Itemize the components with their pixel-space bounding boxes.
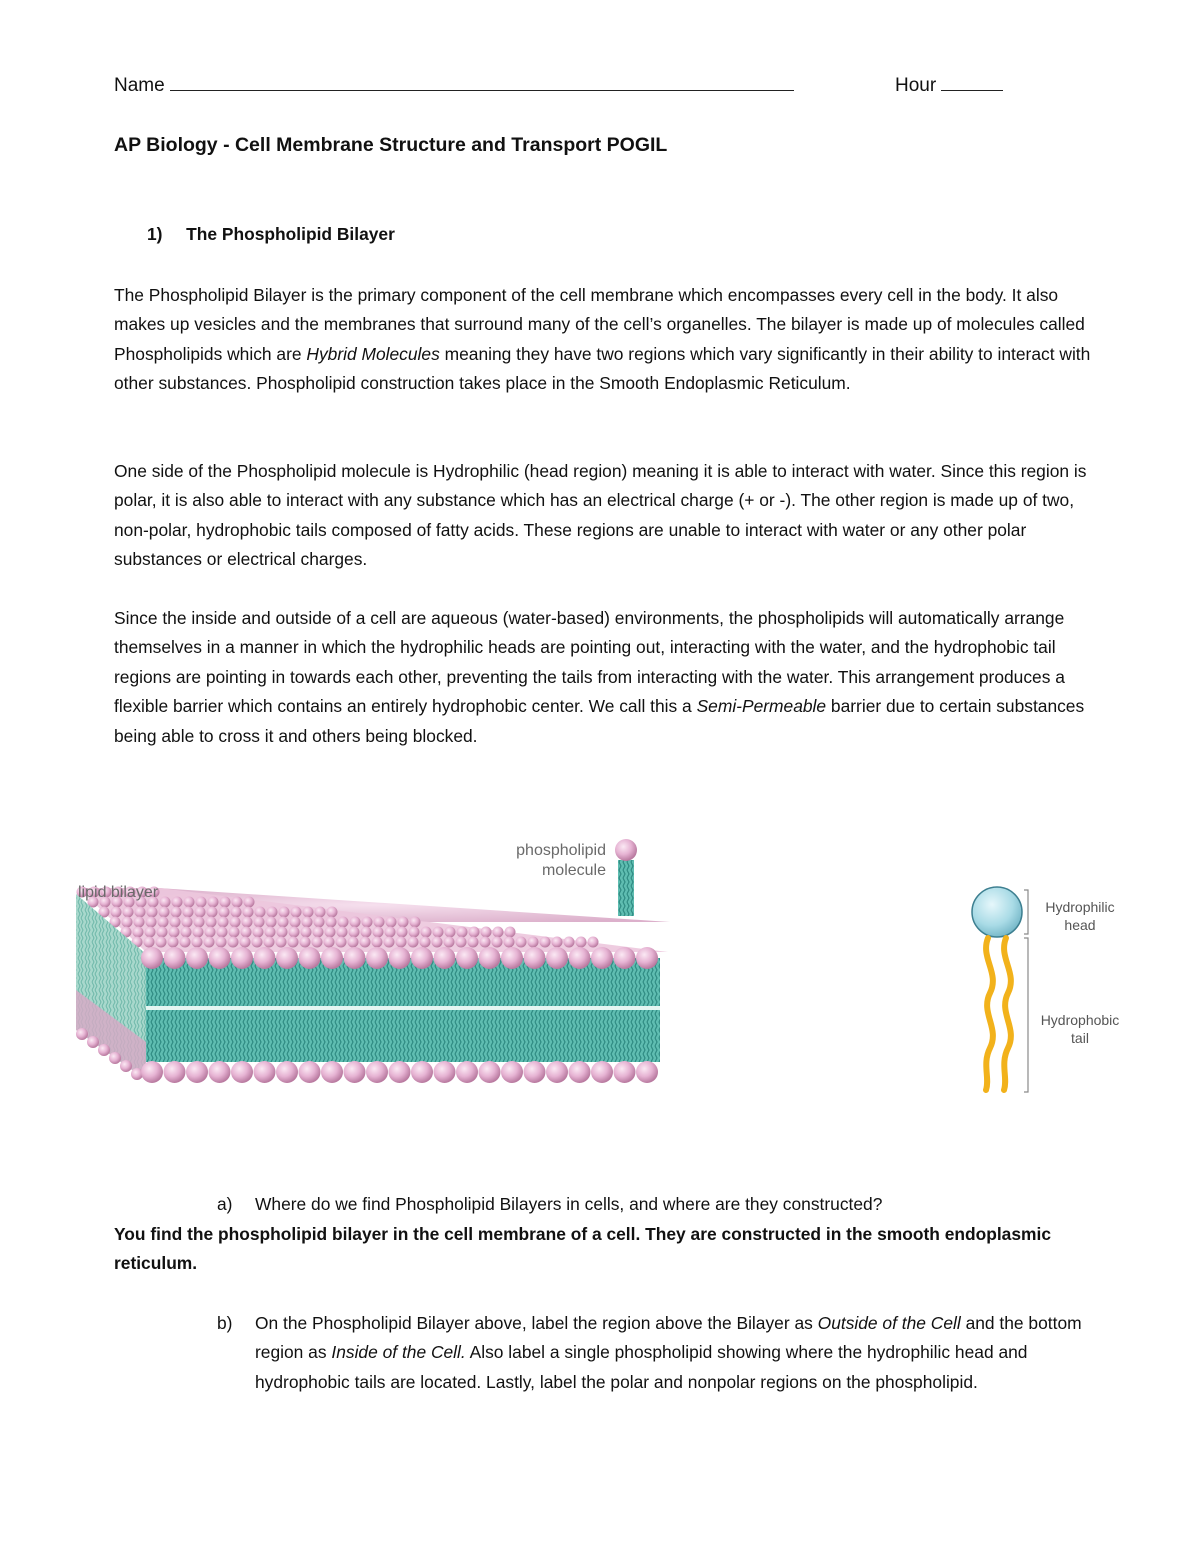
- phospholipid-head: [254, 917, 265, 928]
- phospholipid-head: [120, 1060, 132, 1072]
- phospholipid-head: [252, 937, 263, 948]
- phospholipid-head: [147, 907, 158, 918]
- phospholipid-head: [277, 927, 288, 938]
- phospholipid-head: [299, 947, 321, 969]
- phospholipid-head: [254, 1061, 276, 1083]
- phospholipid-head: [385, 927, 396, 938]
- phospholipid-head: [420, 937, 431, 948]
- phospholipid-head: [344, 947, 366, 969]
- tail-bracket: [1024, 938, 1028, 1092]
- phospholipid-head: [231, 947, 253, 969]
- phospholipid-head: [384, 937, 395, 948]
- phospholipid-head: [186, 947, 208, 969]
- phospholipid-head: [242, 917, 253, 928]
- phospholipid-head: [396, 937, 407, 948]
- phospholipid-head: [546, 1061, 568, 1083]
- phospholipid-head: [546, 947, 568, 969]
- phospholipid-head: [164, 1061, 186, 1083]
- phospholipid-head: [344, 1061, 366, 1083]
- phospholipid-head: [253, 927, 264, 938]
- phospholipid-head: [141, 1061, 163, 1083]
- phospholipid-head: [290, 917, 301, 928]
- phospholipid-head: [552, 937, 563, 948]
- label-molecule: molecule: [541, 862, 606, 879]
- label-lipid-bilayer: lipid bilayer: [78, 884, 159, 901]
- phospholipid-head: [366, 947, 388, 969]
- phospholipid-head: [411, 1061, 433, 1083]
- phospholipid-head: [207, 907, 218, 918]
- phospholipid-head: [374, 917, 385, 928]
- question-text-part: On the Phospholipid Bilayer above, label the region above the Bilayer as: [255, 1313, 818, 1333]
- phospholipid-head: [111, 907, 122, 918]
- phospholipid-head: [209, 1061, 231, 1083]
- phospholipid-head: [434, 1061, 456, 1083]
- phospholipid-head: [184, 897, 195, 908]
- phospholipid-head: [168, 937, 179, 948]
- phospholipid-head: [528, 937, 539, 948]
- question-text: Where do we find Phospholipid Bilayers in cells, and where are they constructed?: [255, 1194, 883, 1214]
- phospholipid-head: [232, 897, 243, 908]
- question-letter: a): [217, 1194, 233, 1214]
- phospholipid-head: [501, 1061, 523, 1083]
- phospholipid-head: [159, 907, 170, 918]
- outer-layer-heads: [141, 947, 658, 969]
- phospholipid-diagram: [960, 878, 1140, 1098]
- question-letter: b): [217, 1313, 233, 1333]
- phospholipid-head: [564, 937, 575, 948]
- paragraph-italic: Semi-Permeable: [696, 696, 827, 717]
- phospholipid-head: [157, 927, 168, 938]
- phospholipid-head: [231, 1061, 253, 1083]
- question-italic: Outside of the Cell: [817, 1313, 961, 1333]
- phospholipid-head: [194, 917, 205, 928]
- phospholipid-head: [146, 917, 157, 928]
- phospholipid-head: [361, 927, 372, 938]
- phospholipid-head: [254, 947, 276, 969]
- phospholipid-head: [432, 937, 443, 948]
- phospholipid-head: [145, 927, 156, 938]
- phospholipid-head: [411, 947, 433, 969]
- phospholipid-head: [169, 927, 180, 938]
- question-text-part: and the bottom region as: [255, 1313, 1082, 1363]
- label-phospholipid: phospholipid: [516, 842, 606, 859]
- phospholipid-head: [313, 927, 324, 938]
- question-a: [217, 1190, 1097, 1219]
- phospholipid-head: [196, 897, 207, 908]
- phospholipid-head: [312, 937, 323, 948]
- phospholipid-head: [456, 1061, 478, 1083]
- phospholipid-head: [276, 1061, 298, 1083]
- phospholipid-head: [230, 917, 241, 928]
- phospholipid-head: [160, 897, 171, 908]
- phospholipid-head: [205, 927, 216, 938]
- phospholipid-head: [180, 937, 191, 948]
- phospholipid-head: [373, 927, 384, 938]
- phospholipid-head: [264, 937, 275, 948]
- phospholipid-head: [216, 937, 227, 948]
- phospholipid-head: [569, 1061, 591, 1083]
- phospholipid-head: [291, 907, 302, 918]
- phospholipid-head: [302, 917, 313, 928]
- hydrophilic-head-circle: [972, 887, 1022, 937]
- head-bracket: [1024, 890, 1028, 934]
- phospholipid-head: [614, 1061, 636, 1083]
- phospholipid-head: [228, 937, 239, 948]
- lipid-bilayer-figure: [70, 830, 690, 1120]
- paragraph-text: Since the inside and outside of a cell are aqueous (water-based) environments, the phospholipids will automatically arrange themselves in a manner in which the hydrophilic heads are pointing out, interacting with the water, and the hydrophobic tail regions are pointing in towards each other, preventing the tails from interacting with the water. This arrangement produces a flexible barrier which contains an entirely hydrophobic center. We call this a: [114, 608, 1065, 717]
- phospholipid-head: [276, 937, 287, 948]
- phospholipid-head: [350, 917, 361, 928]
- phospholipid-head: [348, 937, 359, 948]
- phospholipid-head: [479, 1061, 501, 1083]
- phospholipid-head: [172, 897, 183, 908]
- phospholipid-head: [408, 937, 419, 948]
- phospholipid-head: [171, 907, 182, 918]
- question-italic: Inside of the Cell.: [331, 1342, 466, 1363]
- phospholipid-head: [360, 937, 371, 948]
- phospholipid-head: [241, 927, 252, 938]
- phospholipid-head: [170, 917, 181, 928]
- answer-a[interactable]: You find the phospholipid bilayer in the cell membrane of a cell. They are constructed in the smooth endoplasmic reticulum.: [114, 1224, 1051, 1274]
- phospholipid-head: [182, 917, 193, 928]
- hour-field[interactable]: [895, 72, 1003, 97]
- question-b: [217, 1309, 1087, 1397]
- phospholipid-head: [524, 1061, 546, 1083]
- phospholipid-head: [109, 1052, 121, 1064]
- phospholipid-head: [156, 937, 167, 948]
- phospholipid-head: [410, 917, 421, 928]
- phospholipid-head: [433, 927, 444, 938]
- hour-label: Hour: [895, 75, 937, 96]
- phospholipid-head: [220, 897, 231, 908]
- phospholipid-head: [266, 917, 277, 928]
- phospholipid-head: [209, 947, 231, 969]
- name-blank[interactable]: [170, 72, 794, 91]
- paragraph-bilayer-intro: [114, 281, 1094, 399]
- phospholipid-head: [614, 947, 636, 969]
- phospholipid-head: [278, 917, 289, 928]
- phospholipid-head: [206, 917, 217, 928]
- phospholipid-head: [183, 907, 194, 918]
- phospholipid-head: [204, 937, 215, 948]
- phospholipid-head: [492, 937, 503, 948]
- section-number: 1): [147, 224, 163, 244]
- phospholipid-head: [456, 937, 467, 948]
- phospholipid-head: [421, 927, 432, 938]
- phospholipid-head: [134, 917, 145, 928]
- phospholipid-head: [481, 927, 492, 938]
- phospholipid-head: [386, 917, 397, 928]
- phospholipid-head: [505, 927, 516, 938]
- phospholipid-head: [141, 947, 163, 969]
- paragraph-text: The Phospholipid Bilayer is the primary component of the cell membrane which encompasses every cell in the body. It also makes up vesicles and the membranes that surround many of the cell’s organelles. The bilayer is made up of molecules called Phospholipids which are: [114, 285, 1085, 364]
- phospholipid-head: [337, 927, 348, 938]
- phospholipid-head: [501, 947, 523, 969]
- paragraph-hydrophilic: One side of the Phospholipid molecule is Hydrophilic (head region) meaning it is able to interact with water. Since this region is polar, it is also able to interact with any substance which has an electrical charge (+ or -). The other region is made up of two, non-polar, hydrophobic tails composed of fatty acids. These regions are unable to interact with water or any other polar substances or electrical charges.: [114, 461, 1087, 570]
- phospholipid-head: [468, 937, 479, 948]
- phospholipid-head: [193, 927, 204, 938]
- phospholipid-head: [349, 927, 360, 938]
- document-title: AP Biology - Cell Membrane Structure and Transport POGIL: [114, 134, 668, 156]
- phospholipid-head: [366, 1061, 388, 1083]
- phospholipid-head: [479, 947, 501, 969]
- phospholipid-head: [288, 937, 299, 948]
- phospholipid-head: [299, 1061, 321, 1083]
- paragraph-text: meaning they have two regions which vary significantly in their ability to interact with other substances. Phospholipid construction takes place in the Smooth Endoplasmic Reticulum.: [114, 343, 1091, 394]
- phospholipid-head: [217, 927, 228, 938]
- phospholipid-head: [231, 907, 242, 918]
- phospholipid-head: [469, 927, 480, 938]
- phospholipid-head: [338, 917, 349, 928]
- phospholipid-head: [398, 917, 409, 928]
- label-hydrophobic: Hydrophobic: [1040, 1012, 1120, 1028]
- phospholipid-head: [636, 1061, 658, 1083]
- phospholipid-head: [76, 1028, 88, 1040]
- phospholipid-head: [87, 1036, 99, 1048]
- phospholipid-head: [229, 927, 240, 938]
- phospholipid-head: [516, 937, 527, 948]
- paragraph-text: barrier due to certain substances being able to cross it and others being blocked.: [114, 696, 1085, 746]
- phospholipid-head: [265, 927, 276, 938]
- phospholipid-head: [208, 897, 219, 908]
- section-title: The Phospholipid Bilayer: [186, 224, 395, 244]
- inner-layer-heads: [141, 1061, 658, 1083]
- label-tail: tail: [1071, 1030, 1089, 1046]
- phospholipid-head: [524, 947, 546, 969]
- phospholipid-head: [493, 927, 504, 938]
- phospholipid-head: [321, 947, 343, 969]
- phospholipid-head: [457, 927, 468, 938]
- phospholipid-head: [389, 1061, 411, 1083]
- phospholipid-head: [456, 947, 478, 969]
- phospholipid-head: [480, 937, 491, 948]
- phospholipid-head: [186, 1061, 208, 1083]
- hydrophobic-tail-1: [986, 938, 993, 1090]
- phospholipid-head: [289, 927, 300, 938]
- phospholipid-head: [326, 917, 337, 928]
- hour-blank[interactable]: [941, 72, 1003, 91]
- phospholipid-head: [301, 927, 312, 938]
- phospholipid-head: [327, 907, 338, 918]
- phospholipid-head: [192, 937, 203, 948]
- paragraph-italic: Hybrid Molecules: [306, 343, 440, 364]
- phospholipid-head: [218, 917, 229, 928]
- phospholipid-head: [276, 947, 298, 969]
- phospholipid-head: [267, 907, 278, 918]
- phospholipid-head: [325, 927, 336, 938]
- phospholipid-head: [164, 947, 186, 969]
- phospholipid-head: [389, 947, 411, 969]
- phospholipid-head: [569, 947, 591, 969]
- phospholipid-head: [195, 907, 206, 918]
- phospholipid-head: [314, 917, 325, 928]
- phospholipid-head: [144, 937, 155, 948]
- paragraph-arrangement: [114, 604, 1094, 751]
- phospholipid-head: [321, 1061, 343, 1083]
- phospholipid-head: [362, 917, 373, 928]
- phospholipid-head: [122, 917, 133, 928]
- hydrophobic-tail-2: [1004, 938, 1011, 1090]
- label-head: head: [1064, 917, 1096, 933]
- phospholipid-head: [372, 937, 383, 948]
- name-field[interactable]: [114, 72, 794, 97]
- phospholipid-head: [588, 937, 599, 948]
- phospholipid-head: [336, 937, 347, 948]
- question-text-part: Also label a single phospholipid showing where the hydrophilic head and hydrophobic tails are located. Lastly, label the polar and nonpolar regions on the phospholipid.: [255, 1342, 1028, 1392]
- phospholipid-head: [303, 907, 314, 918]
- phospholipid-head: [219, 907, 230, 918]
- phospholipid-head: [158, 917, 169, 928]
- phospholipid-head: [135, 907, 146, 918]
- phospholipid-head: [240, 937, 251, 948]
- phospholipid-head: [243, 907, 254, 918]
- phospholipid-head: [576, 937, 587, 948]
- phospholipid-head: [181, 927, 192, 938]
- phospholipid-head: [244, 897, 255, 908]
- phospholipid-head: [315, 907, 326, 918]
- phospholipid-head: [324, 937, 335, 948]
- phospholipid-head: [300, 937, 311, 948]
- phospholipid-head: [409, 927, 420, 938]
- name-label: Name: [114, 75, 165, 96]
- phospholipid-head: [255, 907, 266, 918]
- question-text: [255, 1309, 1087, 1397]
- phospholipid-head: [504, 937, 515, 948]
- phospholipid-head: [434, 947, 456, 969]
- phospholipid-head: [444, 937, 455, 948]
- phospholipid-head: [591, 1061, 613, 1083]
- phospholipid-head: [591, 947, 613, 969]
- phospholipid-head: [636, 947, 658, 969]
- phospholipid-head: [445, 927, 456, 938]
- phospholipid-head: [279, 907, 290, 918]
- phospholipid-head: [123, 907, 134, 918]
- phospholipid-head: [98, 1044, 110, 1056]
- section-heading: [147, 224, 395, 245]
- label-hydrophilic: Hydrophilic: [1045, 899, 1115, 915]
- single-phospholipid-molecule: [615, 839, 637, 916]
- phospholipid-head: [133, 927, 144, 938]
- phospholipid-head: [540, 937, 551, 948]
- phospholipid-head: [397, 927, 408, 938]
